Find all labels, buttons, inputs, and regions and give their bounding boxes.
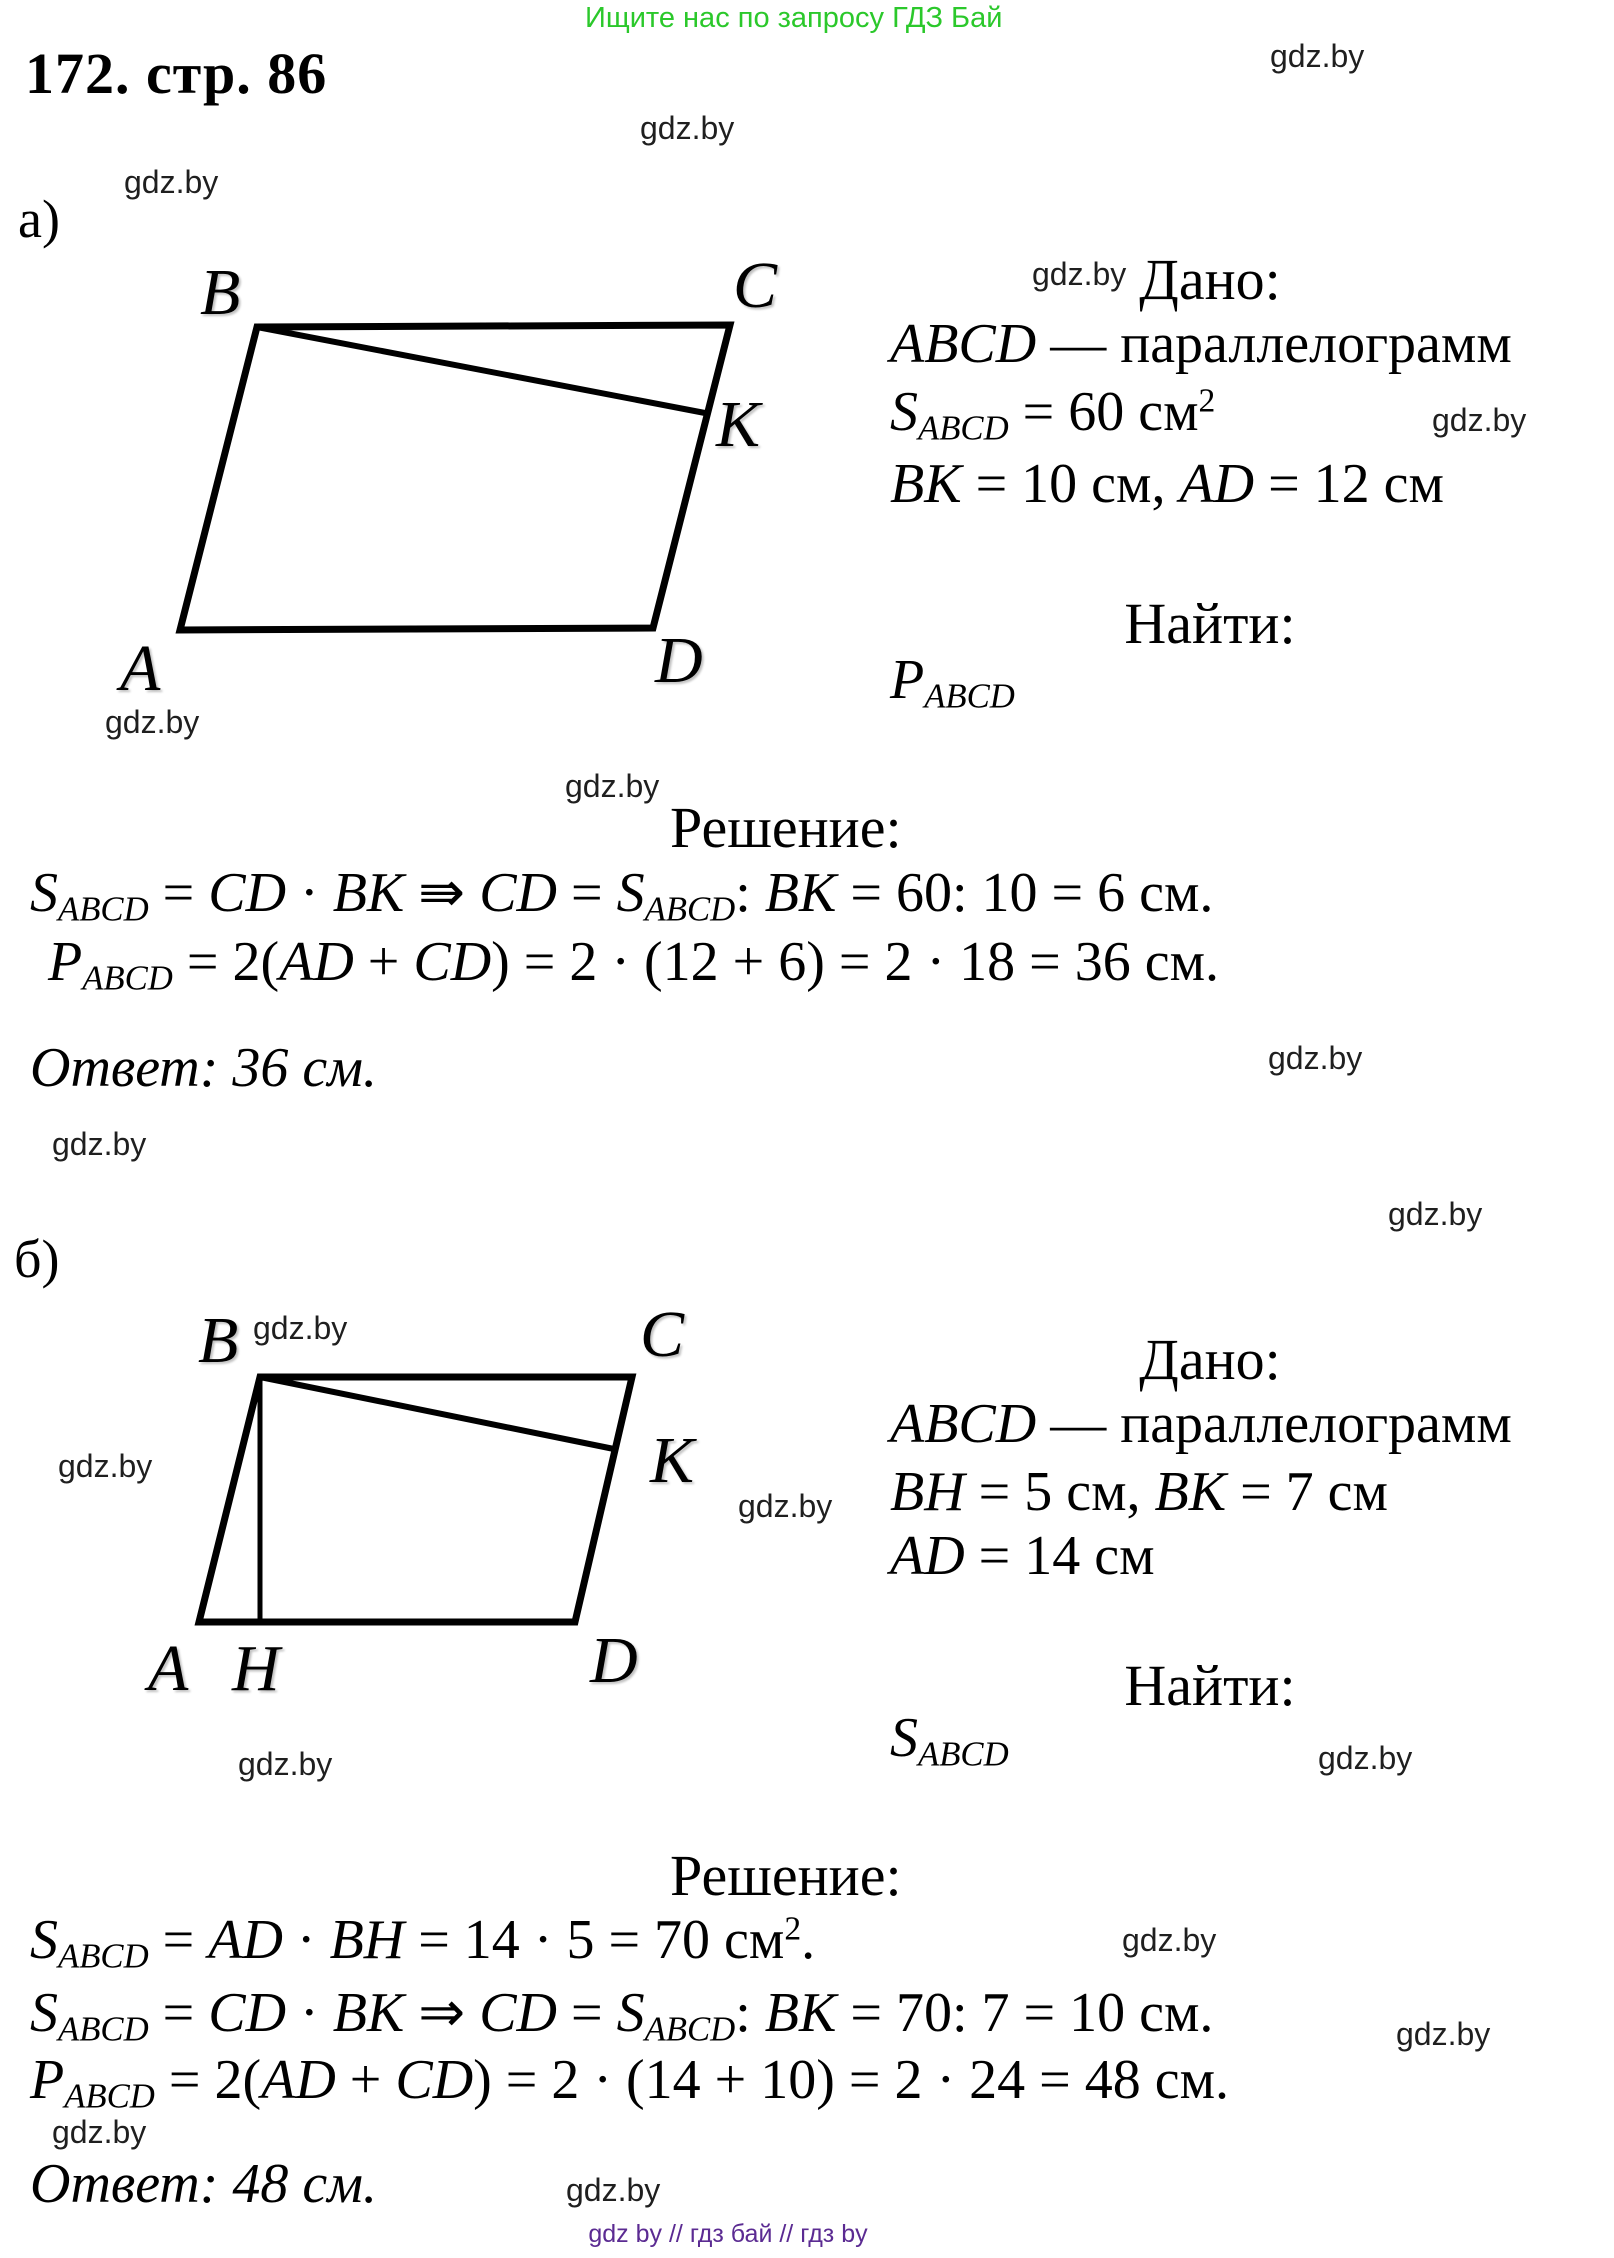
watermark: gdz.by bbox=[566, 2172, 661, 2208]
given-title-b: Дано: bbox=[1139, 1327, 1281, 1392]
watermark: gdz.by bbox=[124, 164, 219, 200]
watermark: gdz.by bbox=[1268, 1040, 1363, 1076]
find-title-b: Найти: bbox=[1124, 1653, 1296, 1718]
answer-b: Ответ: 48 см. bbox=[30, 2153, 377, 2215]
watermark: gdz.by bbox=[253, 1310, 348, 1346]
given-line: $S_{ABCD} = 60$ $см^2$ bbox=[890, 381, 1216, 448]
watermark: gdz.by bbox=[738, 1488, 833, 1524]
vertex-label-k: K bbox=[716, 388, 761, 461]
watermark: gdz.by bbox=[1388, 1196, 1483, 1232]
segment-bk-a bbox=[257, 327, 705, 413]
vertex-label-d: D bbox=[655, 624, 703, 697]
find-value-a: $P_{ABCD}$ bbox=[890, 649, 1015, 716]
parallelogram-b-outline bbox=[199, 1377, 632, 1622]
parallelogram-a-outline bbox=[180, 325, 730, 630]
watermark: gdz.by bbox=[238, 1746, 333, 1782]
solution-line: $S_{ABCD}$ = AD · BH = 14 · 5 = 70 $см^2$. bbox=[30, 1909, 816, 1976]
watermark: gdz.by bbox=[1318, 1740, 1413, 1776]
solution-title-a: Решение: bbox=[670, 795, 902, 860]
given-title-a: Дано: bbox=[1139, 247, 1281, 312]
watermark: gdz.by bbox=[1270, 38, 1365, 74]
find-title-a: Найти: bbox=[1124, 591, 1296, 656]
solution-line: $S_{ABCD}$ = CD · BK ⇒ CD = $S_{ABCD}$: BK = 70: 7 = 10 см. bbox=[30, 1980, 1214, 2049]
solution-line: $S_{ABCD}$ = CD · BK ⇛ CD = $S_{ABCD}$: BK = 60: 10 = 6 см. bbox=[30, 860, 1214, 929]
vertex-label-b: B bbox=[200, 256, 241, 329]
given-line: AD = 14 см bbox=[890, 1525, 1155, 1587]
answer-a: Ответ: 36 см. bbox=[30, 1037, 377, 1099]
vertex-label-b: B bbox=[198, 1304, 239, 1377]
part-a-label: а) bbox=[18, 189, 60, 249]
find-value-b: $S_{ABCD}$ bbox=[890, 1707, 1009, 1774]
watermark: gdz.by bbox=[105, 704, 200, 740]
watermark: gdz.by bbox=[52, 2114, 147, 2150]
vertex-label-k: K bbox=[650, 1424, 695, 1497]
watermark: gdz.by bbox=[1032, 256, 1127, 292]
given-line: BK = 10 см, AD = 12 см bbox=[890, 453, 1444, 515]
vertex-label-c: C bbox=[640, 1298, 685, 1371]
watermark: gdz.by bbox=[640, 110, 735, 146]
segment-bk-b bbox=[260, 1377, 614, 1449]
vertex-label-c: C bbox=[733, 249, 778, 322]
watermark: gdz.by bbox=[1432, 402, 1527, 438]
solution-line: $P_{ABCD} = 2(AD + CD) = 2 \cdot (14 + 10) = 2 \cdot 24 = 48$ см. bbox=[30, 2049, 1230, 2116]
watermark: gdz.by bbox=[1396, 2016, 1491, 2052]
vertex-label-a: A bbox=[120, 632, 161, 705]
vertex-label-h: H bbox=[232, 1632, 280, 1705]
vertex-label-a: A bbox=[148, 1632, 189, 1705]
footer-branding: gdz by // гдз бай // гдз by bbox=[588, 2220, 868, 2248]
page-title: 172. стр. 86 bbox=[25, 41, 328, 106]
given-line: BH = 5 см, BK = 7 см bbox=[890, 1461, 1388, 1523]
given-line: ABCD — параллелограмм bbox=[890, 1393, 1512, 1455]
figure-b-parallelogram bbox=[160, 1340, 680, 1640]
figure-a-parallelogram bbox=[90, 270, 820, 705]
given-line: ABCD — параллелограмм bbox=[890, 313, 1512, 375]
watermark: gdz.by bbox=[58, 1448, 153, 1484]
vertex-label-d: D bbox=[590, 1624, 638, 1697]
watermark: gdz.by bbox=[565, 768, 660, 804]
solution-title-b: Решение: bbox=[670, 1843, 902, 1908]
promo-banner: Ищите нас по запросу ГДЗ Бай bbox=[585, 2, 1003, 34]
watermark: gdz.by bbox=[1122, 1922, 1217, 1958]
solution-line: $P_{ABCD} = 2(AD + CD) = 2 \cdot (12 + 6) = 2 \cdot 18 = 36$ см. bbox=[48, 931, 1220, 998]
watermark: gdz.by bbox=[52, 1126, 147, 1162]
part-b-label: б) bbox=[14, 1229, 60, 1289]
